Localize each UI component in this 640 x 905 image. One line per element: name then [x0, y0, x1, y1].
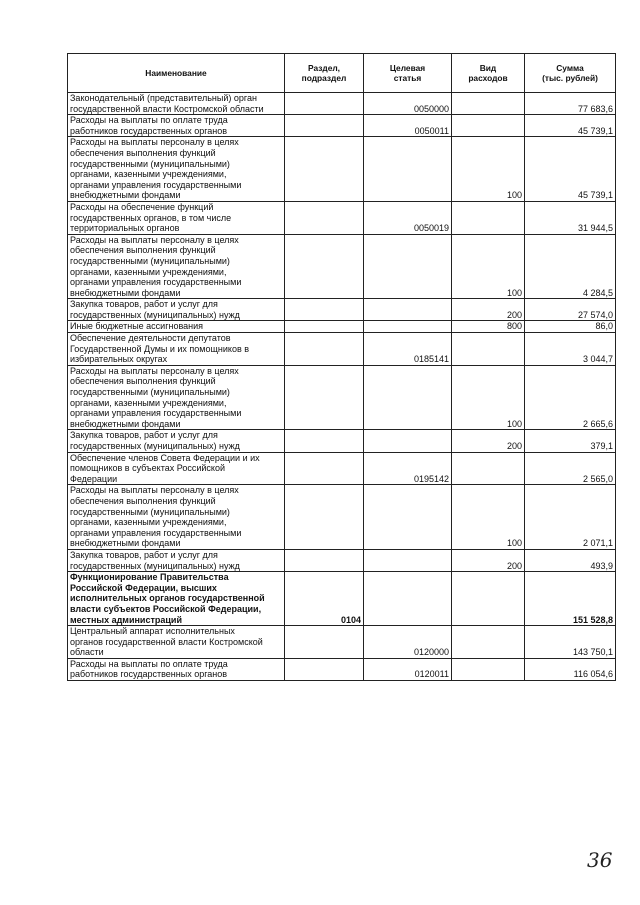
row-name-cell: Закупка товаров, работ и услуг для государственных (муниципальных) нужд [68, 430, 285, 452]
row-exptype-cell: 200 [452, 299, 525, 321]
row-name-cell: Функционирование Правительства Российской Федерации, высших исполнительных органов государственной власти субъектов Российской Федерации, местных администраций [68, 572, 285, 626]
row-name-cell: Обеспечение деятельности депутатов Государственной Думы и их помощников в избирательных округах [68, 333, 285, 366]
row-target-cell [364, 549, 452, 571]
row-target-cell: 0120000 [364, 626, 452, 659]
row-exptype-cell [452, 572, 525, 626]
row-target-cell [364, 299, 452, 321]
row-exptype-cell [452, 93, 525, 115]
row-amount-cell: 151 528,8 [525, 572, 616, 626]
row-section-cell: 0104 [285, 572, 364, 626]
row-amount-cell: 45 739,1 [525, 137, 616, 202]
row-name-cell: Иные бюджетные ассигнования [68, 321, 285, 333]
table-row [68, 201, 616, 234]
row-section-cell [285, 93, 364, 115]
header-amount: Сумма (тыс. рублей) [525, 54, 616, 93]
row-section-cell [285, 485, 364, 550]
row-exptype-cell [452, 452, 525, 485]
row-name-cell: Расходы на обеспечение функций государственных органов, в том числе территориальных органов [68, 201, 285, 234]
table-header-row [68, 54, 616, 93]
table-row [68, 572, 616, 626]
table-row [68, 333, 616, 366]
row-amount-cell: 2 565,0 [525, 452, 616, 485]
row-name-cell: Расходы на выплаты по оплате труда работников государственных органов [68, 115, 285, 137]
row-target-cell [364, 321, 452, 333]
row-target-cell: 0120011 [364, 658, 452, 680]
row-name-cell: Закупка товаров, работ и услуг для государственных (муниципальных) нужд [68, 549, 285, 571]
header-name: Наименование [68, 54, 285, 93]
row-name-cell: Расходы на выплаты персоналу в целях обеспечения выполнения функций государственными (муниципальными) органами, казенными учреждениями, органами управления государственными внебюджетными фондами [68, 137, 285, 202]
page-number: 36 [587, 848, 613, 872]
table-row [68, 626, 616, 659]
row-target-cell [364, 365, 452, 430]
row-name-cell: Расходы на выплаты персоналу в целях обеспечения выполнения функций государственными (муниципальными) органами, казенными учреждениями, органами управления государственными внебюджетными фондами [68, 485, 285, 550]
table-row [68, 93, 616, 115]
row-exptype-cell [452, 115, 525, 137]
table-row [68, 299, 616, 321]
table-body [68, 93, 616, 681]
row-exptype-cell [452, 201, 525, 234]
row-section-cell [285, 321, 364, 333]
header-exptype: Вид расходов [452, 54, 525, 93]
header-target: Целевая статья [364, 54, 452, 93]
row-name-cell: Центральный аппарат исполнительных органов государственной власти Костромской области [68, 626, 285, 659]
table-row [68, 321, 616, 333]
row-amount-cell: 3 044,7 [525, 333, 616, 366]
header-section: Раздел, подраздел [285, 54, 364, 93]
table-row [68, 452, 616, 485]
table-row [68, 549, 616, 571]
row-section-cell [285, 658, 364, 680]
row-amount-cell: 493,9 [525, 549, 616, 571]
table-row [68, 365, 616, 430]
row-exptype-cell [452, 658, 525, 680]
row-section-cell [285, 115, 364, 137]
table-row [68, 658, 616, 680]
row-target-cell: 0050019 [364, 201, 452, 234]
row-name-cell: Законодательный (представительный) орган государственной власти Костромской области [68, 93, 285, 115]
row-target-cell: 0195142 [364, 452, 452, 485]
row-section-cell [285, 549, 364, 571]
row-target-cell [364, 485, 452, 550]
row-exptype-cell [452, 626, 525, 659]
row-section-cell [285, 201, 364, 234]
row-section-cell [285, 452, 364, 485]
row-amount-cell: 4 284,5 [525, 234, 616, 299]
row-amount-cell: 45 739,1 [525, 115, 616, 137]
row-target-cell [364, 430, 452, 452]
row-exptype-cell: 800 [452, 321, 525, 333]
row-amount-cell: 77 683,6 [525, 93, 616, 115]
row-exptype-cell [452, 333, 525, 366]
table-row [68, 430, 616, 452]
row-name-cell: Обеспечение членов Совета Федерации и их помощников в субъектах Российской Федерации [68, 452, 285, 485]
table-row [68, 137, 616, 202]
row-target-cell [364, 137, 452, 202]
row-section-cell [285, 234, 364, 299]
row-section-cell [285, 333, 364, 366]
row-amount-cell: 379,1 [525, 430, 616, 452]
row-section-cell [285, 626, 364, 659]
row-exptype-cell: 100 [452, 485, 525, 550]
row-exptype-cell: 200 [452, 430, 525, 452]
row-target-cell [364, 572, 452, 626]
row-target-cell: 0050011 [364, 115, 452, 137]
table-row [68, 115, 616, 137]
row-amount-cell: 86,0 [525, 321, 616, 333]
row-section-cell [285, 299, 364, 321]
row-name-cell: Закупка товаров, работ и услуг для государственных (муниципальных) нужд [68, 299, 285, 321]
row-section-cell [285, 365, 364, 430]
row-section-cell [285, 430, 364, 452]
row-amount-cell: 2 665,6 [525, 365, 616, 430]
row-amount-cell: 116 054,6 [525, 658, 616, 680]
row-amount-cell: 31 944,5 [525, 201, 616, 234]
row-exptype-cell: 200 [452, 549, 525, 571]
row-section-cell [285, 137, 364, 202]
row-amount-cell: 27 574,0 [525, 299, 616, 321]
table-row [68, 234, 616, 299]
row-target-cell: 0050000 [364, 93, 452, 115]
row-target-cell: 0185141 [364, 333, 452, 366]
row-name-cell: Расходы на выплаты по оплате труда работников государственных органов [68, 658, 285, 680]
row-amount-cell: 143 750,1 [525, 626, 616, 659]
budget-table [67, 53, 616, 681]
row-amount-cell: 2 071,1 [525, 485, 616, 550]
row-exptype-cell: 100 [452, 137, 525, 202]
row-name-cell: Расходы на выплаты персоналу в целях обеспечения выполнения функций государственными (муниципальными) органами, казенными учреждениями, органами управления государственными внебюджетными фондами [68, 234, 285, 299]
row-name-cell: Расходы на выплаты персоналу в целях обеспечения выполнения функций государственными (муниципальными) органами, казенными учреждениями, органами управления государственными внебюджетными фондами [68, 365, 285, 430]
row-exptype-cell: 100 [452, 234, 525, 299]
table-row [68, 485, 616, 550]
row-target-cell [364, 234, 452, 299]
row-exptype-cell: 100 [452, 365, 525, 430]
